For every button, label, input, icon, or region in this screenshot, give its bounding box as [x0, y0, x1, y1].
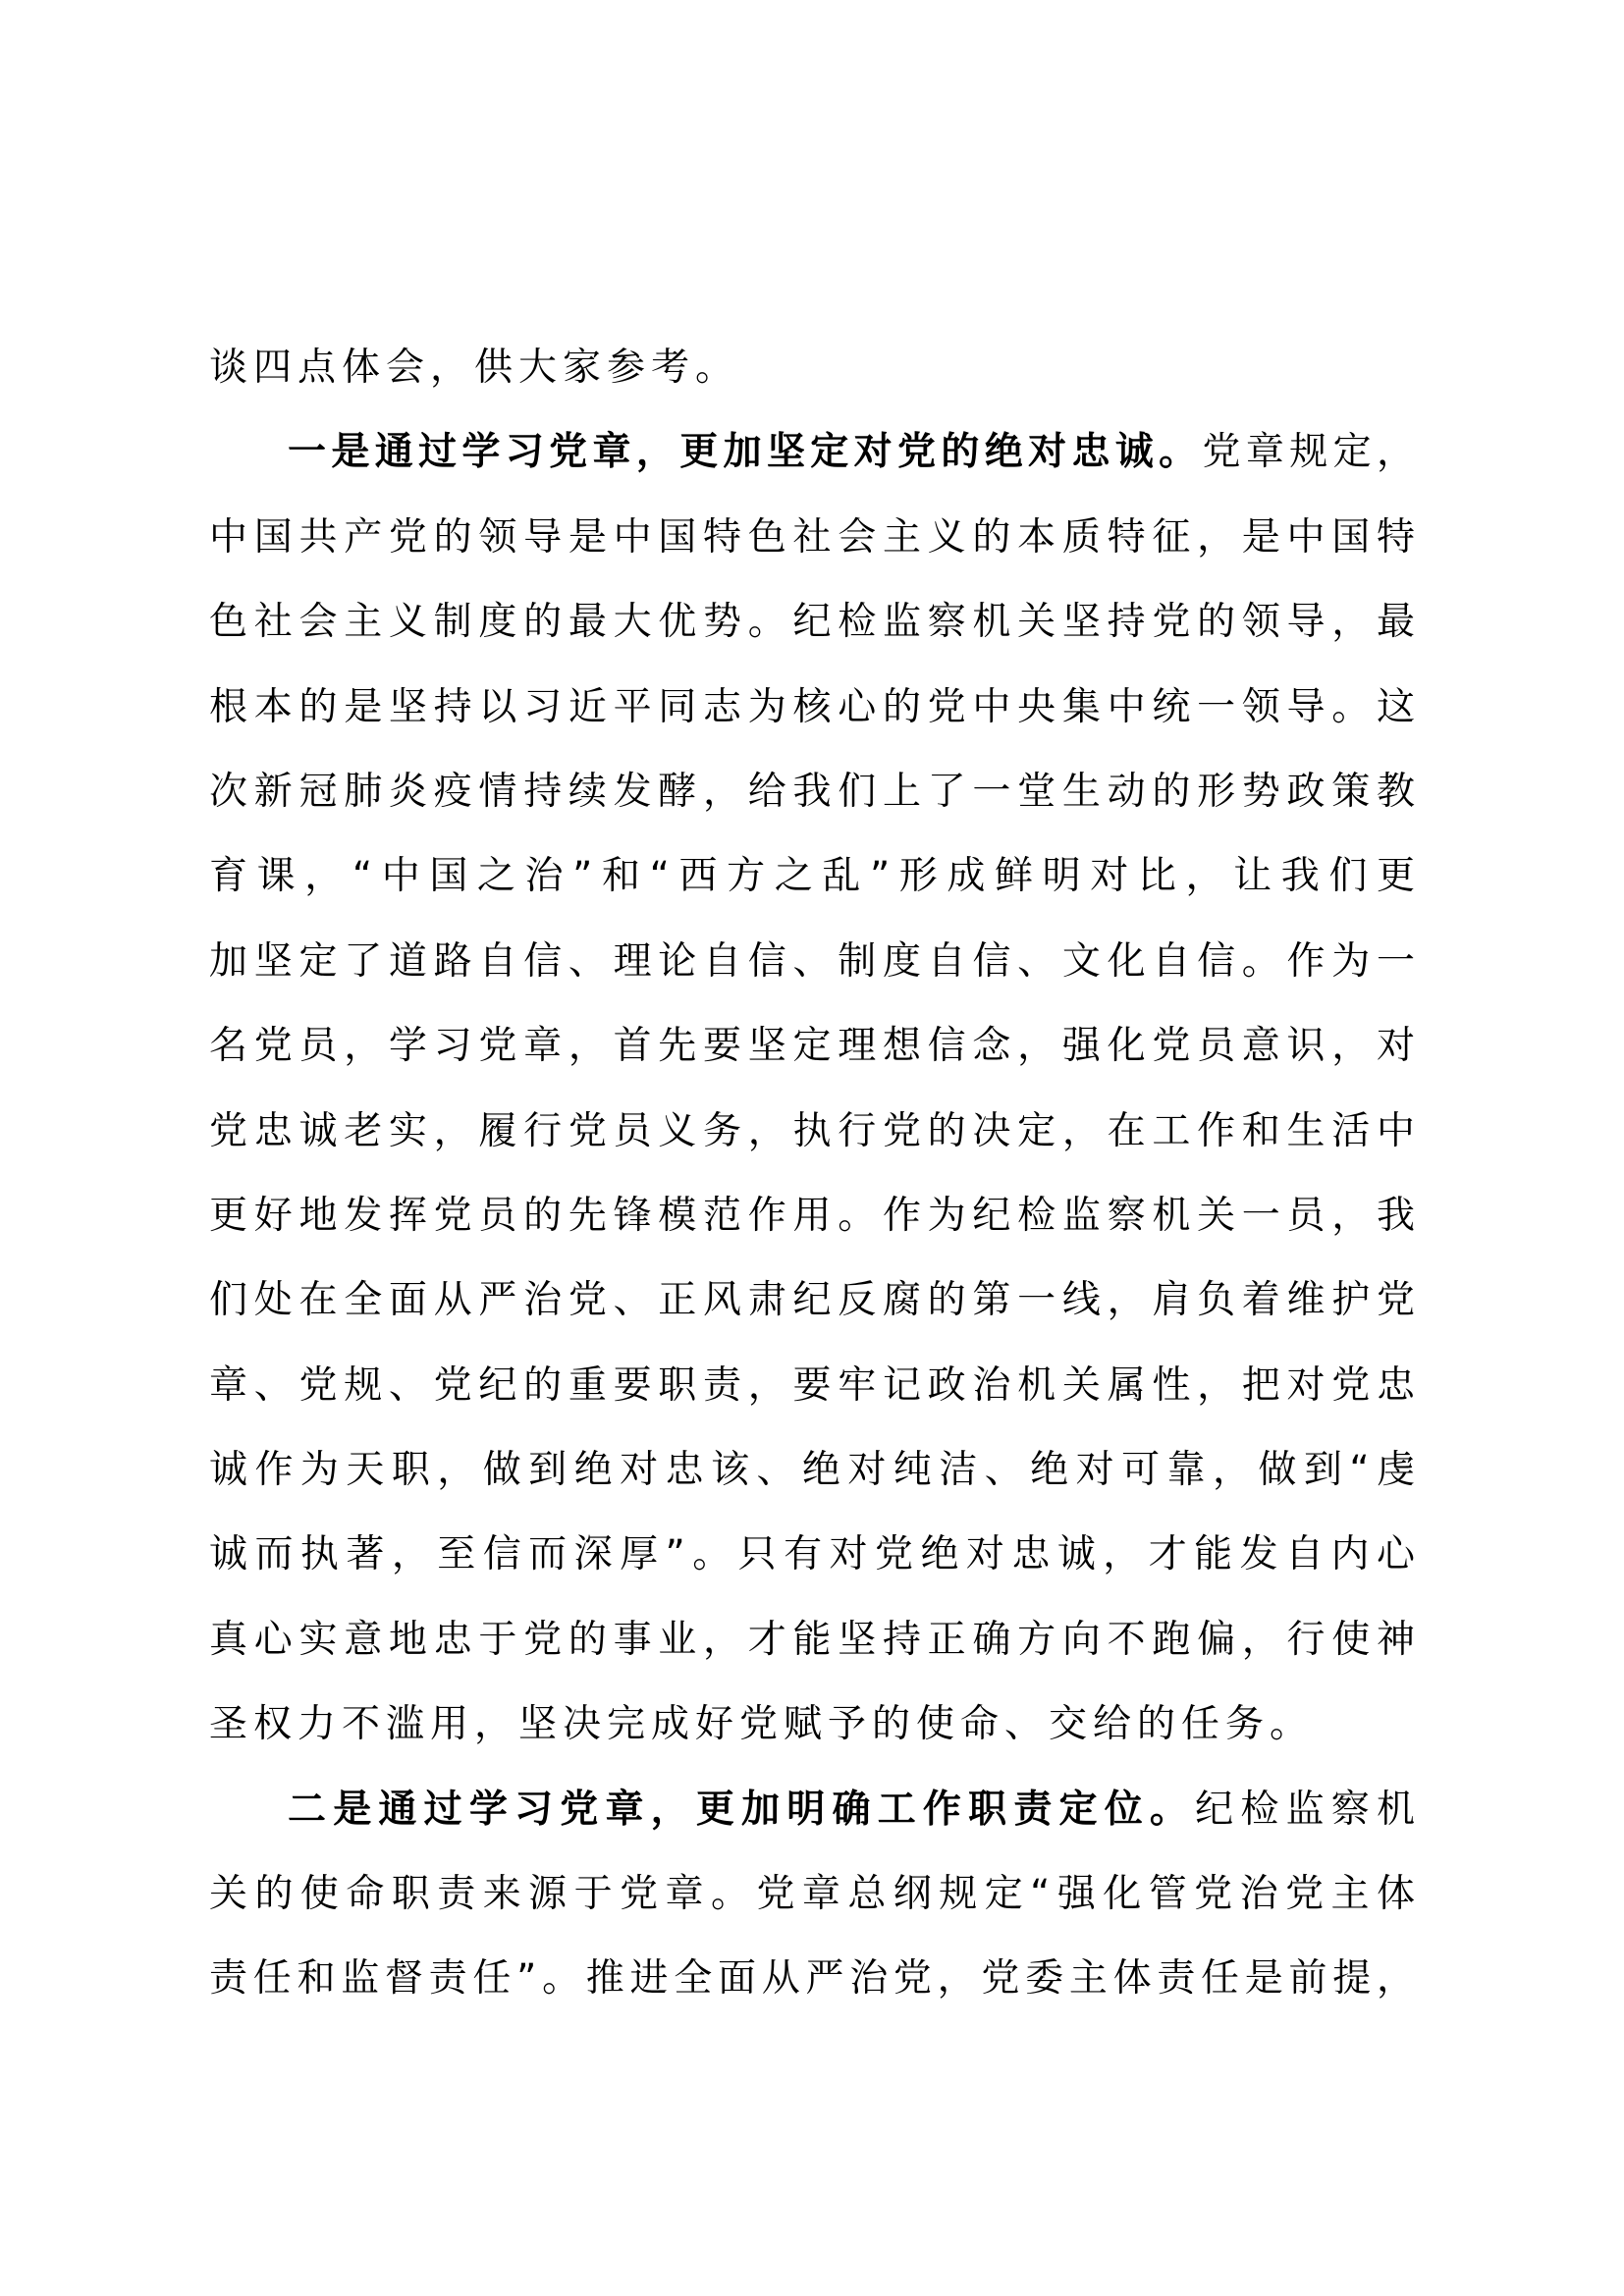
paragraph-heading: 二是通过学习党章，更加明确工作职责定位。	[288, 1787, 1196, 1832]
text-line	[209, 1428, 1423, 1513]
text-line	[209, 1513, 1423, 1597]
text-line	[209, 580, 1422, 665]
text-line	[209, 750, 1422, 834]
text-line	[209, 834, 1425, 919]
text-line	[209, 1937, 1421, 2021]
paragraph-text: 诚而执著，至信而深厚”。只有对党绝对忠诚，才能发自内心	[209, 1532, 1423, 1577]
paragraph-text: 名党员，学习党章，首先要坚定理想信念，强化党员意识，对	[209, 1024, 1422, 1069]
paragraph-text: 责任和监督责任”。推进全面从严治党，党委主体责任是前提，	[209, 1956, 1421, 2002]
paragraph-text: 育课，“中国之治”和“西方之乱”形成鲜明对比，让我们更	[209, 854, 1425, 899]
paragraph-text: 章、党规、党纪的重要职责，要牢记政治机关属性，把对党忠	[209, 1362, 1422, 1408]
paragraph-text: 加坚定了道路自信、理论自信、制度自信、文化自信。作为一	[209, 938, 1422, 984]
paragraph-heading: 一是通过学习党章，更加坚定对党的绝对忠诚。	[288, 430, 1203, 475]
text-line	[209, 1258, 1422, 1343]
text-line	[209, 1004, 1422, 1089]
paragraph-text: 根本的是坚持以习近平同志为核心的党中央集中统一领导。这	[209, 684, 1422, 729]
paragraph-text: 谈四点体会，供大家参考。	[209, 346, 740, 390]
text-line	[209, 1174, 1422, 1258]
paragraph-text: 色社会主义制度的最大优势。纪检监察机关坚持党的领导，最	[209, 600, 1422, 645]
paragraph-heading-line	[209, 410, 1421, 495]
paragraph-text: 圣权力不滥用，坚决完成好党赋予的使命、交给的任务。	[209, 1702, 1315, 1747]
paragraph-heading-line	[209, 1768, 1423, 1852]
text-line	[209, 326, 1415, 410]
paragraph-text: 党忠诚老实，履行党员义务，执行党的决定，在工作和生活中	[209, 1108, 1422, 1153]
document-body	[209, 326, 1425, 2022]
text-line	[209, 920, 1422, 1004]
paragraph-text: 诚作为天职，做到绝对忠该、绝对纯洁、绝对可靠，做到“虔	[209, 1448, 1423, 1493]
text-line	[209, 1682, 1415, 1767]
paragraph-text: 党章规定，	[1202, 430, 1421, 475]
paragraph-text: 更好地发挥党员的先锋模范作用。作为纪检监察机关一员，我	[209, 1193, 1422, 1238]
paragraph-text: 关的使命职责来源于党章。党章总纲规定“强化管党治党主体	[209, 1872, 1423, 1917]
text-line	[209, 1090, 1422, 1174]
paragraph-text: 中国共产党的领导是中国特色社会主义的本质特征，是中国特	[209, 514, 1422, 560]
paragraph-text: 们处在全面从严治党、正风肃纪反腐的第一线，肩负着维护党	[209, 1278, 1422, 1323]
paragraph-text: 纪检监察机	[1195, 1787, 1423, 1832]
text-line	[209, 1852, 1423, 1937]
text-line	[209, 1344, 1422, 1428]
paragraph-text: 次新冠肺炎疫情持续发酵，给我们上了一堂生动的形势政策教	[209, 769, 1422, 814]
paragraph-text: 真心实意地忠于党的事业，才能坚持正确方向不跑偏，行使神	[209, 1617, 1422, 1662]
text-line	[209, 666, 1422, 750]
text-line	[209, 1598, 1422, 1682]
text-line	[209, 496, 1422, 580]
